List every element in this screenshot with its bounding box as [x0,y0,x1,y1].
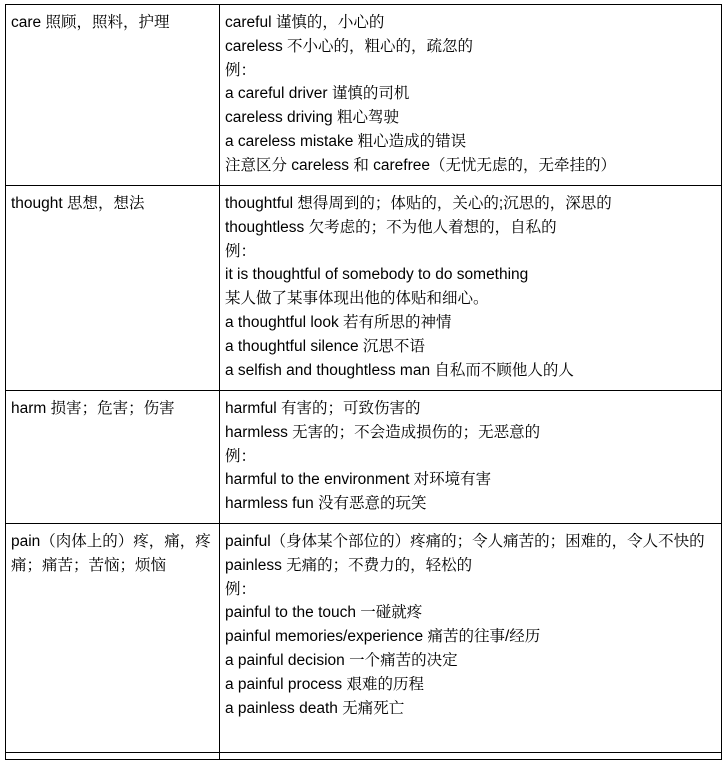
note-line: 注意区分 careless 和 carefree（无忧无虑的，无牵挂的） [225,156,616,174]
derivative-line: careless 不小心的，粗心的，疏忽的 [225,37,474,55]
example-line: a selfish and thoughtless man 自私而不顾他人的人 [225,361,574,379]
example-line: painful to the touch 一碰就疼 [225,604,423,622]
word-cell [6,391,220,524]
word-cell [6,753,220,760]
example-line: a careful driver 谨慎的司机 [225,85,410,103]
example-label: 例： [225,61,257,79]
word-cell [6,524,220,753]
headword: harm 损害；危害；伤害 [11,400,175,417]
derivatives-cell [220,186,722,391]
word-cell [6,186,220,391]
example-line: harmless fun 没有恶意的玩笑 [225,495,427,513]
example-line: painful memories/experience 痛苦的往事/经历 [225,628,541,646]
example-line: careless driving 粗心驾驶 [225,109,399,127]
example-line: harmful to the environment 对环境有害 [225,471,492,489]
example-line: 某人做了某事体现出他的体贴和细心。 [225,290,489,308]
word-cell [6,5,220,186]
headword: care 照顾，照料，护理 [11,14,170,31]
table-row [6,5,722,186]
example-line: a painful decision 一个痛苦的决定 [225,651,458,669]
example-line: it is thoughtful of somebody to do something [225,266,529,284]
headword: pain（肉体上的）疼，痛，疼痛；痛苦；苦恼；烦恼 [11,533,211,574]
example-label: 例： [225,580,257,598]
derivative-line: thoughtful 想得周到的；体贴的，关心的;沉思的，深思的 [225,195,612,212]
derivatives-cell [220,524,722,753]
headword: thought 思想，想法 [11,195,145,212]
derivative-line: thoughtless 欠考虑的；不为他人着想的，自私的 [225,218,557,236]
example-label: 例： [225,242,257,260]
table-row [6,186,722,391]
table-row-partial [6,753,722,760]
example-line: a painless death 无痛死亡 [225,699,405,717]
table-row [6,391,722,524]
example-line: a thoughtful look 若有所思的神情 [225,313,452,331]
derivative-line: harmful 有害的；可致伤害的 [225,400,421,417]
derivative-line: painful（身体某个部位的）疼痛的；令人痛苦的；困难的，令人不快的 [225,533,705,550]
derivatives-cell [220,391,722,524]
derivatives-cell [220,753,722,760]
example-line: a thoughtful silence 沉思不语 [225,337,425,355]
vocabulary-table [5,4,722,760]
example-label: 例： [225,447,257,465]
example-line: a painful process 艰难的历程 [225,675,424,693]
derivative-line: harmless 无害的；不会造成损伤的；无恶意的 [225,423,541,441]
example-line: a careless mistake 粗心造成的错误 [225,132,467,150]
derivatives-cell [220,5,722,186]
derivative-line: careful 谨慎的，小心的 [225,14,385,31]
derivative-line: painless 无痛的；不费力的，轻松的 [225,556,473,574]
table-row [6,524,722,753]
